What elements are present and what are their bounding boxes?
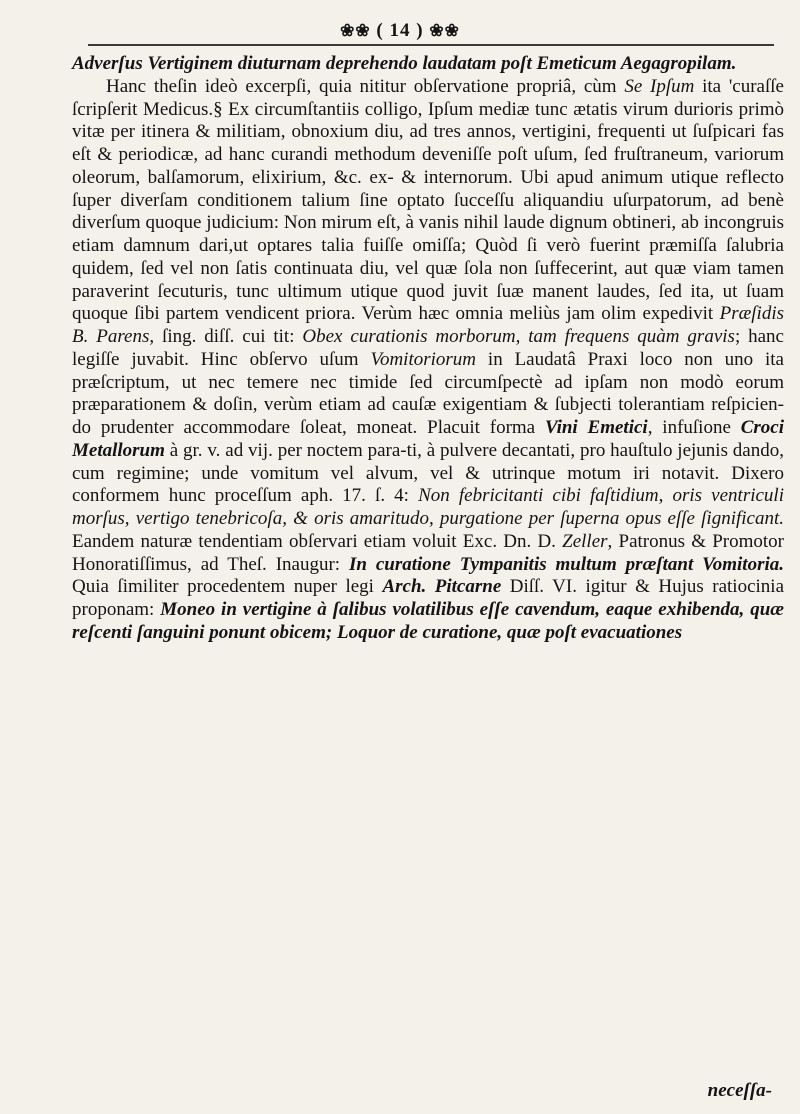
text-run-italic: Se Ipſum (624, 75, 695, 97)
text-run-italic: Vini Emetici (544, 417, 648, 438)
page-number: ( 14 ) (376, 20, 424, 41)
header-rule (88, 44, 774, 46)
text-run: , infuſione (647, 417, 741, 438)
text-run-italic: In curatione Tympanitis multum præſtant Vomitoria. (348, 553, 784, 575)
text-run-italic: Zeller (562, 530, 608, 552)
text-run-italic: Præſidis B. Parens (72, 303, 784, 347)
text-run: à gr. v. ad vij. per noctem para-ti, à pulvere decantati, pro hauſtulo jejunis dando, cum regimine; unde vomitum vel alvum, vel & utrinque motum iri notavit. Dixero conformem hunc proceſſum aph. 17. ſ. 4: (72, 439, 784, 507)
text-run-italic: Obex curationis morborum, tam frequens quàm gravis (302, 326, 735, 347)
page-header (0, 20, 800, 42)
text-run: Hanc theſin ideò excerpſi, quia nititur obſervatione propriâ, cùm (106, 75, 625, 97)
text-run-italic: Moneo in vertigine à ſalibus volatilibus eſſe cavendum, eaque exhibenda, quæ reſcenti ſanguini ponunt obicem; Loquor de curatione, quæ poſt evacuationes (72, 599, 784, 643)
text-run-italic: Vomitoriorum (370, 348, 477, 370)
text-run-italic: Croci Metallorum (72, 417, 784, 461)
text-run: ; hanc legiſſe juvabit. Hinc obſervo uſum (72, 326, 784, 370)
text-run: Eandem naturæ tendentiam obſervari etiam voluit Exc. Dn. D. (72, 530, 563, 552)
text-run: in Laudatâ Praxi loco non uno ita præſcriptum, ut nec temere nec timide ſed circumſpectè ad ipſam non modò eorum præparationem & doſin, verùm etiam ad cauſæ exigentiam & ſubjecti tolerantiam reſpicien-do prudenter accommodare ſoleat, moneat. Placuit forma (72, 348, 784, 438)
text-run-italic: Arch. Pitcarne (382, 576, 502, 598)
body-text (72, 53, 784, 645)
body-paragraph (72, 76, 784, 645)
catchword: neceſſa- (707, 1080, 772, 1101)
text-run: , ſing. diſſ. cui tit: (149, 326, 303, 347)
text-run: Quia ſimiliter procedentem nuper legi (72, 576, 383, 598)
text-run: ita 'curaſſe ſcripſerit Medicus.§ Ex circumſtantiis colligo, Ipſum mediæ tunc ætatis virum durioris primò vitæ per itinera & militiam, obnoxium diu, ad tres annos, vertigini, frequenti ut ſuſpicari fas eſt & periodicæ, ad hanc curandi methodum deveniſſe poſt uſum, ſed fruſtraneum, variorum oleorum, balſamorum, elixirium, &c. ex- & internorum. Ubi apud animum utique reflecto ſuper diverſam conditionem talium ſine optato ſucceſſu aliquandiu uſurpatorum, ad benè diverſum quoque judicium: Non mirum eſt, à vanis nihil laude dignum obtineri, ab incongruis etiam damnum dari,ut optares talia fuiſſe omiſſa; Quòd ſi verò fuerint præmiſſa ſalubria quidem, ſed vel non ſatis continuata diu, vel quæ ſola non ſuffecerint, aut quæ viam tamen paraverint ſecuturis, tunc ultimum utique quod juvit ſuæ manent laudes, ſed ita, ut ſuam quoque ſibi partem vendicent priora. Verùm hæc omnia meliùs jam olim expedivit (72, 75, 784, 325)
text-run: Diſſ. VI. igitur & Hujus ratiocinia proponam: (72, 576, 785, 620)
ornament-left-icon: ❀❀ (340, 21, 371, 40)
text-run: , Patronus & Promotor Honoratiſſimus, ad Theſ. Inaugur: (72, 530, 784, 575)
text-run-italic: Non febricitanti cibi faſtidium, oris ventriculi morſus, vertigo tenebricoſa, & oris amaritudo, purgatione per ſuperna opus eſſe ſignificant. (72, 485, 784, 529)
section-heading: Adverſus Vertiginem diuturnam deprehendo laudatam poſt Emeticum Aegagropilam. (72, 53, 737, 74)
ornament-right-icon: ❀❀ (429, 21, 460, 40)
